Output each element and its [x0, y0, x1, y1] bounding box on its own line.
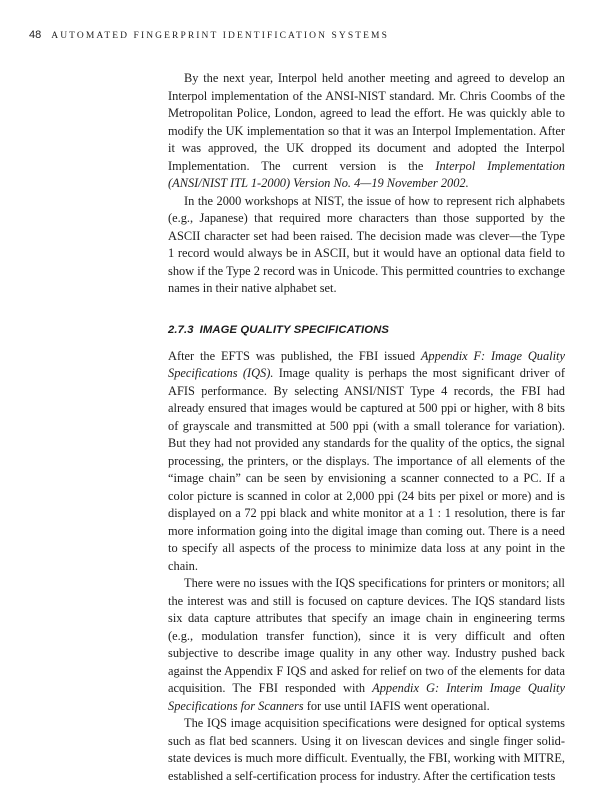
paragraph-interpol-implementation: [168, 70, 565, 193]
document-title-citation: Interpol Implementation (ANSI/NIST ITL 1-2000) Version No. 4—19 November 2002.: [168, 158, 565, 190]
paragraph-text: In the 2000 workshops at NIST, the issue of how to represent rich alphabets (e.g., Japanese) that required more characters than those supported by the ASCII character set had been raised. The decision made was clever—the Type 1 record would always be in ASCII, but it would have an optional data field to show if the Type 2 record was in Unicode. This permitted countries to exchange names in their native alphabet set.: [168, 193, 565, 295]
paragraph-text: Image quality is perhaps the most significant driver of AFIS performance. By selecting ANSI/NIST Type 4 records, the FBI had already ensured that images would be captured at 500 ppi or higher, with 8 bits of grayscale and transmitted at 500 ppi (with a small tolerance for variation). But they had not provided any standards for the quality of the optics, the signal processing, the printers, or the displays. The importance of all elements of the “image chain” can be seen by envisioning a scanner connected to a PC. If a color picture is scanned in color at 2,000 ppi (24 bits per pixel or more) and is displayed on a 72 ppi black and white monitor at a 1 : 1 resolution, there is far more information going into the digital image than coming out. There is a need to specify all aspects of the process to minimize data loss at any point in the chain.: [168, 366, 566, 573]
paragraph-text: The IQS image acquisition specifications were designed for optical systems such as flat bed scanners. Using it on livescan devices and single finger solid-state devices is much more difficult. Eventually, the FBI, working with MITRE, established a self-certification process for industry. After the certification tests: [168, 716, 565, 783]
running-head: [29, 29, 389, 43]
paragraph-text: After the EFTS was published, the FBI issued: [168, 348, 421, 363]
paragraph-efts-iqs: [168, 348, 565, 576]
section-heading: [168, 322, 565, 338]
section-title: IMAGE QUALITY SPECIFICATIONS: [199, 323, 390, 336]
paragraph-text: for use until IAFIS went operational.: [303, 698, 490, 713]
page-number: 48: [29, 29, 42, 41]
paragraph-rich-alphabets: [168, 193, 565, 298]
paragraph-text: By the next year, Interpol held another meeting and agreed to develop an Interpol implementation of the ANSI-NIST standard. Mr. Chris Coombs of the Metropolitan Police, London, agreed to lead the effort. He was quickly able to modify the UK implementation so that it was an Interpol Implementation. After it was approved, the UK dropped its document and adopted the Interpol Implementation. The current version is the: [168, 71, 565, 173]
paragraph-text: There were no issues with the IQS specifications for printers or monitors; all the interest was and still is focused on capture devices. The IQS standard lists six data capture attributes that specify an image chain in engineering terms (e.g., modulation transfer function), since it is very difficult and often subjective to describe image quality in any other way. Industry pushed back against the Appendix F IQS and asked for relief on two of the elements for data acquisition. The FBI responded with: [168, 576, 565, 695]
body-text: [168, 70, 565, 785]
document-title-citation: Appendix G: Interim Image Quality Specifications for Scanners: [168, 681, 565, 713]
paragraph-capture-devices: [168, 575, 565, 715]
section-number: 2.7.3: [168, 323, 194, 336]
document-title-citation: Appendix F: Image Quality Specifications (IQS).: [168, 348, 565, 380]
running-title: AUTOMATED FINGERPRINT IDENTIFICATION SYSTEMS: [51, 31, 389, 41]
paragraph-acquisition-specs: [168, 715, 565, 785]
